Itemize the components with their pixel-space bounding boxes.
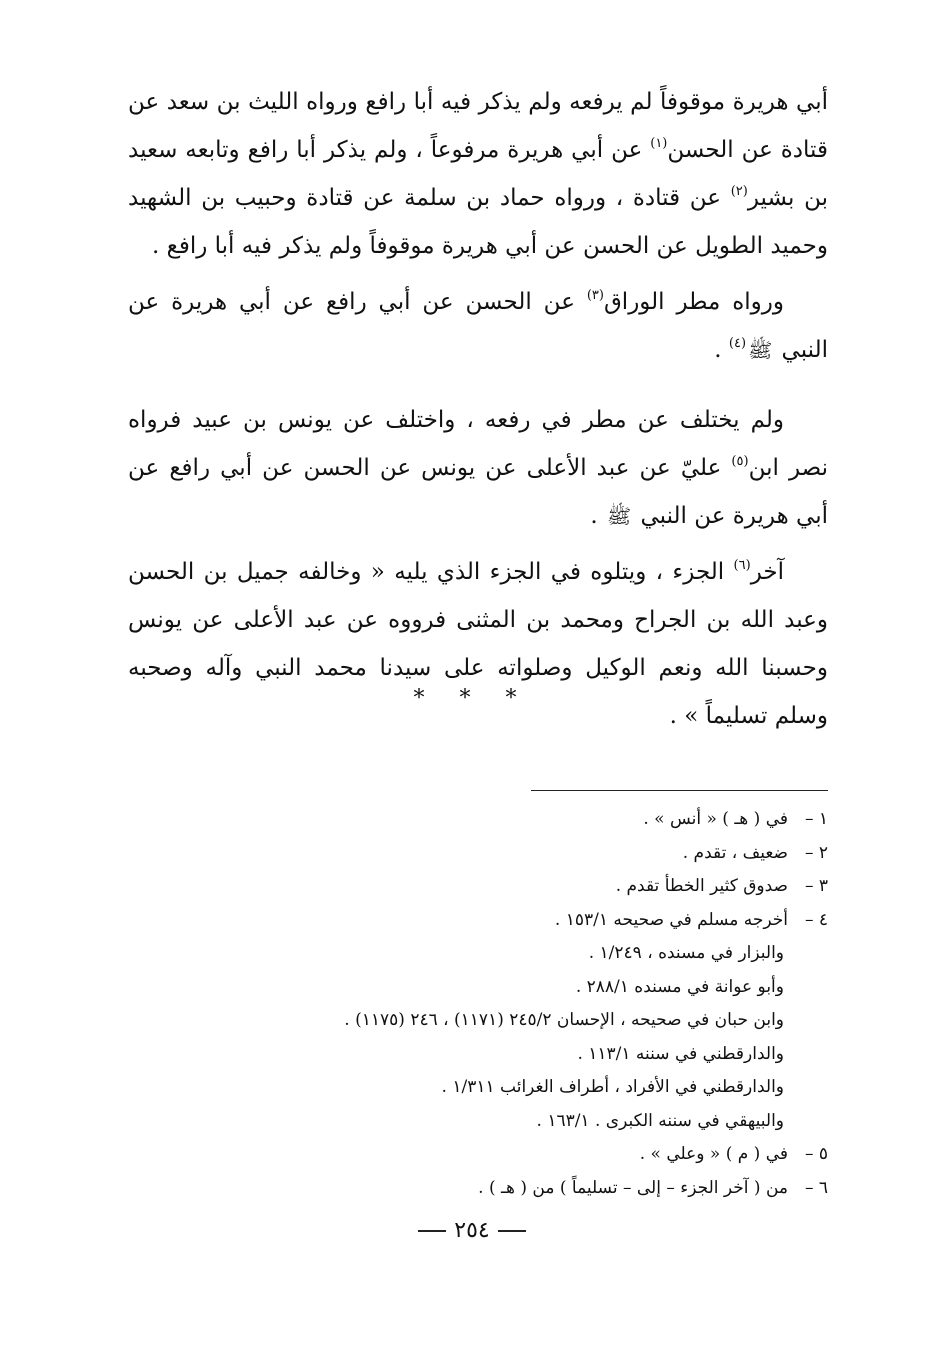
salla-glyph: ﷺ: [606, 504, 632, 528]
paragraph-4: آخر$^{(٦)}$ الجزء ، ويتلوه في الجزء الذي يليه « وخالفه جميل بن الحسن وعبد الله بن الجراح ومحمد بن المثنى فرووه عن عبد الأعلى عن يونس وحسبنا الله ونعم الوكيل وصلواته على سيدنا محمد النبي وآله وصحبه وسلم تسليماً » .: [128, 558, 828, 729]
footnote-2: ٢ –ضعيف ، تقدم .: [682, 842, 828, 863]
footnote-4-cont: والبزار في مسنده ، ١/٢٤٩ .: [588, 943, 784, 963]
footnote-1: ١ –في ( هـ ) « أنس » .: [643, 809, 828, 829]
page-number-dash: [418, 1230, 446, 1232]
footnote-4-cont: وأبو عوانة في مسنده ٢٨٨/١ .: [575, 976, 784, 997]
footnote-ref-5[interactable]: (٥): [731, 454, 749, 469]
page-number: ٢٥٤: [0, 1218, 944, 1243]
footnote-4-cont: والدارقطني في الأفراد ، أطراف الغرائب ١/٣١١ .: [441, 1077, 784, 1097]
main-text: [128, 78, 828, 748]
section-separator: * * *: [413, 686, 531, 711]
salla-glyph: ﷺ: [748, 338, 773, 362]
footnote-ref-4[interactable]: (٤): [728, 336, 747, 351]
page-number-dash: [498, 1230, 526, 1232]
paragraph-1: أبي هريرة موقوفاً لم يرفعه ولم يذكر فيه أبا رافع ورواه الليث بن سعد عن قتادة عن الحسن$^{(١)}$ عن أبي هريرة مرفوعاً ، ولم يذكر أبا رافع وتابعه سعيد بن بشير$^{(٢)}$ عن قتادة ، ورواه حماد بن سلمة عن قتادة وحبيب بن الشهيد وحميد الطويل عن الحسن عن أبي هريرة موقوفاً ولم يذكر فيه أبا رافع .: [128, 89, 828, 259]
footnote-4-cont: والدارقطني في سننه ١١٣/١ .: [577, 1043, 784, 1064]
footnote-ref-3[interactable]: (٣): [586, 288, 604, 303]
footnote-ref-6[interactable]: (٦): [733, 558, 751, 573]
footnote-6: ٦ –من ( آخر الجزء – إلى – تسليماً ) من ( هـ ) .: [478, 1177, 828, 1198]
footnote-3: ٣ –صدوق كثير الخطأ تقدم .: [615, 876, 828, 896]
footnote-ref-2[interactable]: (٢): [730, 184, 748, 199]
footnote-4: ٤ –أخرجه مسلم في صحيحه ١٥٣/١ .: [554, 909, 828, 930]
footnote-4-cont: وابن حبان في صحيحه ، الإحسان ٢٤٥/٢ (١١٧١) ، ٢٤٦ (١١٧٥) .: [344, 1010, 784, 1030]
footnote-4-cont: والبيهقي في سننه الكبرى . ١٦٣/١ .: [536, 1110, 784, 1131]
footnote-ref-1[interactable]: (١): [650, 136, 668, 151]
footnote-rule: [531, 790, 828, 791]
paragraph-2: ورواه مطر الوراق$^{(٣)}$ عن الحسن عن أبي رافع عن أبي هريرة عن النبي ﷺ$^{(٤)}$ .: [128, 288, 828, 363]
footnotes: [200, 803, 828, 1205]
paragraph-3: ولم يختلف عن مطر في رفعه ، واختلف عن يونس بن عبيد فرواه نصر ابن$^{(٥)}$ عليّ عن عبد الأعلى عن يونس عن الحسن عن أبي رافع عن أبي هريرة عن النبي ﷺ .: [128, 407, 828, 529]
footnote-5: ٥ –في ( م ) « وعلي » .: [639, 1144, 828, 1164]
